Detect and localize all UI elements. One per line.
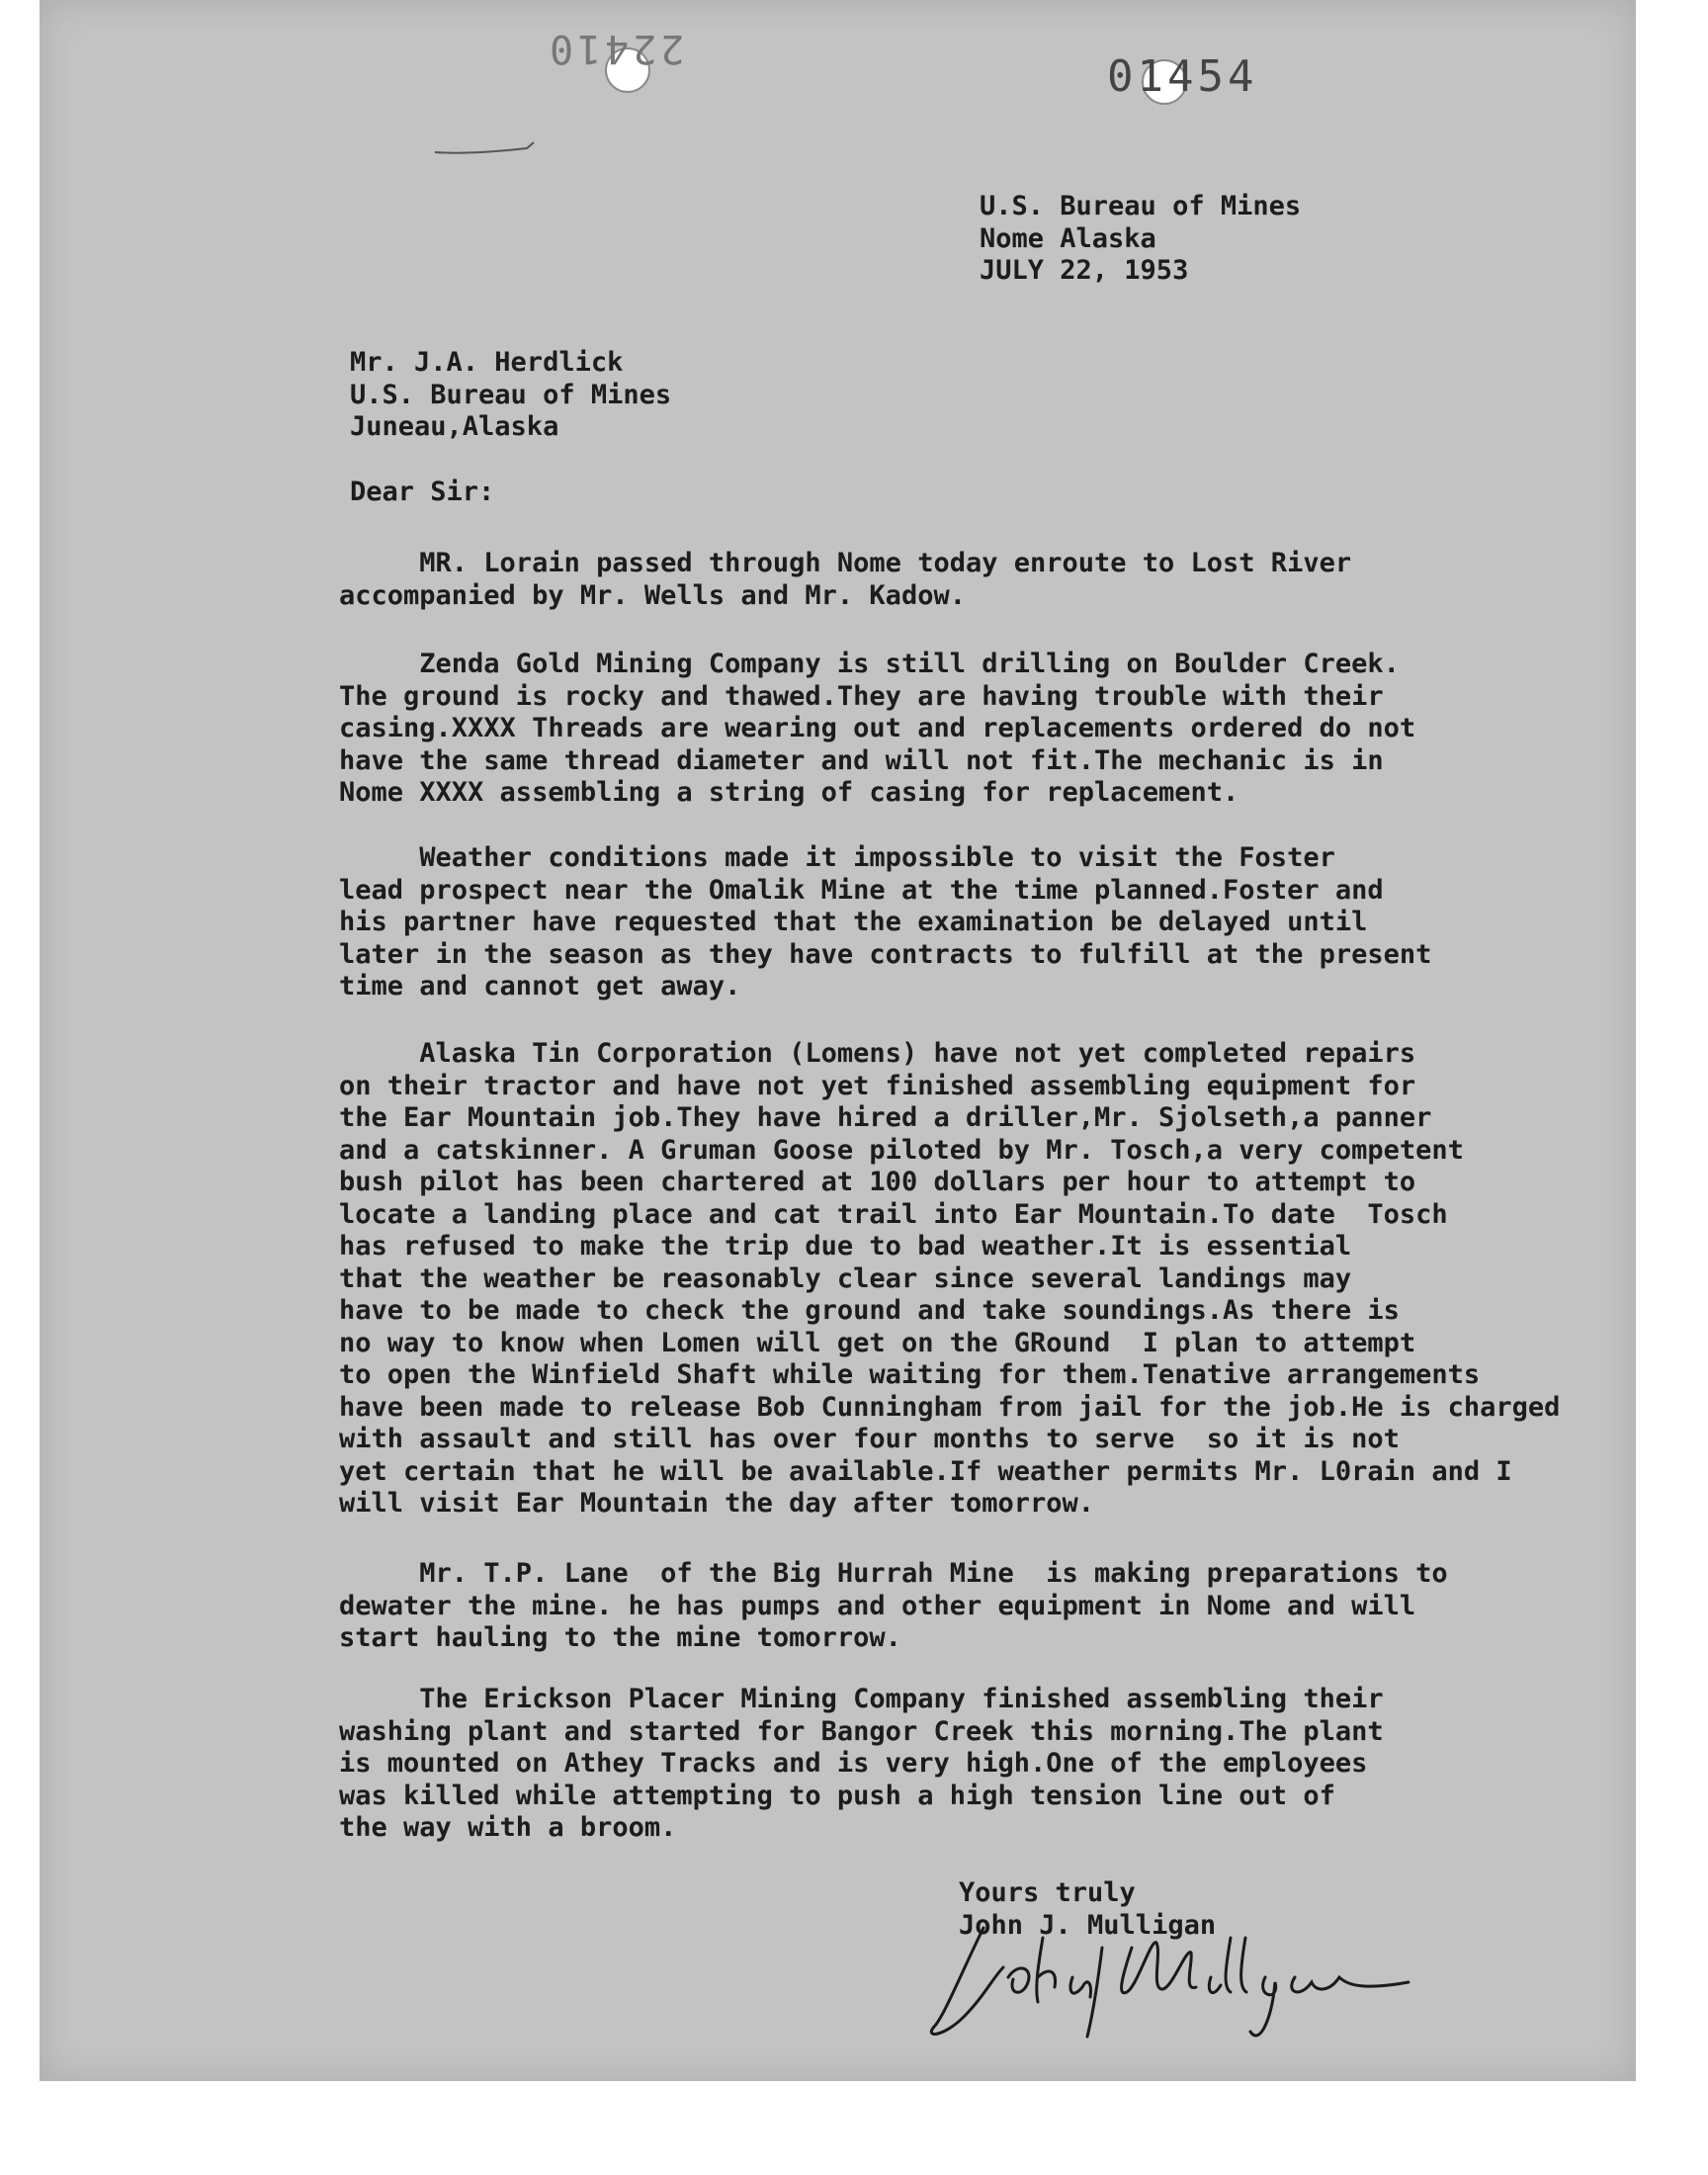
letter-date: JULY 22, 1953 — [980, 255, 1189, 286]
paragraph-zenda: Zenda Gold Mining Company is still drilling on Boulder Creek. The ground is rocky and thawed.They are having trouble with their casing.XXXX Threads are wearing out and replacements ordered do not have the same thread diameter and will not fit.The mechanic is in Nome XXXX assembling a string of casing for replacement. — [339, 649, 1416, 808]
recipient-org: U.S. Bureau of Mines — [350, 379, 672, 410]
handwritten-signature — [924, 1908, 1418, 2046]
recipient-address — [350, 347, 671, 444]
recipient-name: Mr. J.A. Herdlick — [350, 347, 624, 378]
paragraph-erickson: The Erickson Placer Mining Company finished assembling their washing plant and started for Bangor Creek this morning.The plant is mounted on Athey Tracks and is very high.One of the employees was killed while attempting to push a high tension line out of the way with a broom. — [339, 1684, 1384, 1843]
salutation: Dear Sir: — [350, 477, 495, 507]
paragraph-lane: Mr. T.P. Lane of the Big Hurrah Mine is making preparations to dewater the mine. he has pumps and other equipment in Nome and will start hauling to the mine tomorrow. — [339, 1558, 1448, 1653]
pen-mark — [433, 134, 542, 164]
paragraph-foster: Weather conditions made it impossible to visit the Foster lead prospect near the Omalik Mine at the time planned.Foster and his partner have requested that the examination be delayed until later in the season as they have contracts to fulfill at the present time and cannot get away. — [339, 842, 1432, 1001]
sender-org: U.S. Bureau of Mines — [980, 191, 1302, 221]
closing-name: John J. Mulligan — [959, 1909, 1217, 1941]
paragraph-alaska-tin: Alaska Tin Corporation (Lomens) have not yet completed repairs on their tractor and have not yet finished assembling equipment for the Ear Mountain job.They have hired a driller,Mr. Sjolseth,a panner and a catskinner. A Gruman Goose piloted by Mr. Tosch,a very competent bush pilot has been chartered at 100 dollars per hour to attempt to locate a landing place and cat trail into Ear Mountain.To date Tosch has refused to make the trip due to bad weather.It is essential that the weather be reasonably clear since several landings may have to be made to check the ground and take soundings.As there is no way to know when Lomen will get on the GRound I plan to attempt to open the Winfield Shaft while waiting for them.Tenative arrangements have been made to release Bob Cunningham from jail for the job.He is charged with assault and still has over four months to serve so it is not yet certain that he will be available.If weather permits Mr. L0rain and I will visit Ear Mountain the day after tomorrow. — [339, 1038, 1561, 1519]
paragraph-lorain: MR. Lorain passed through Nome today enroute to Lost River accompanied by Mr. Wells and Mr. Kadow. — [339, 548, 1352, 611]
recipient-location: Juneau,Alaska — [350, 411, 559, 442]
letter-page — [40, 0, 1636, 2081]
stamp-number-left: 22410 — [546, 26, 685, 71]
sender-location: Nome Alaska — [980, 222, 1156, 254]
stamp-number-right: 01454 — [1107, 51, 1258, 102]
closing-text: Yours truly — [959, 1877, 1136, 1908]
sender-address — [980, 191, 1301, 288]
